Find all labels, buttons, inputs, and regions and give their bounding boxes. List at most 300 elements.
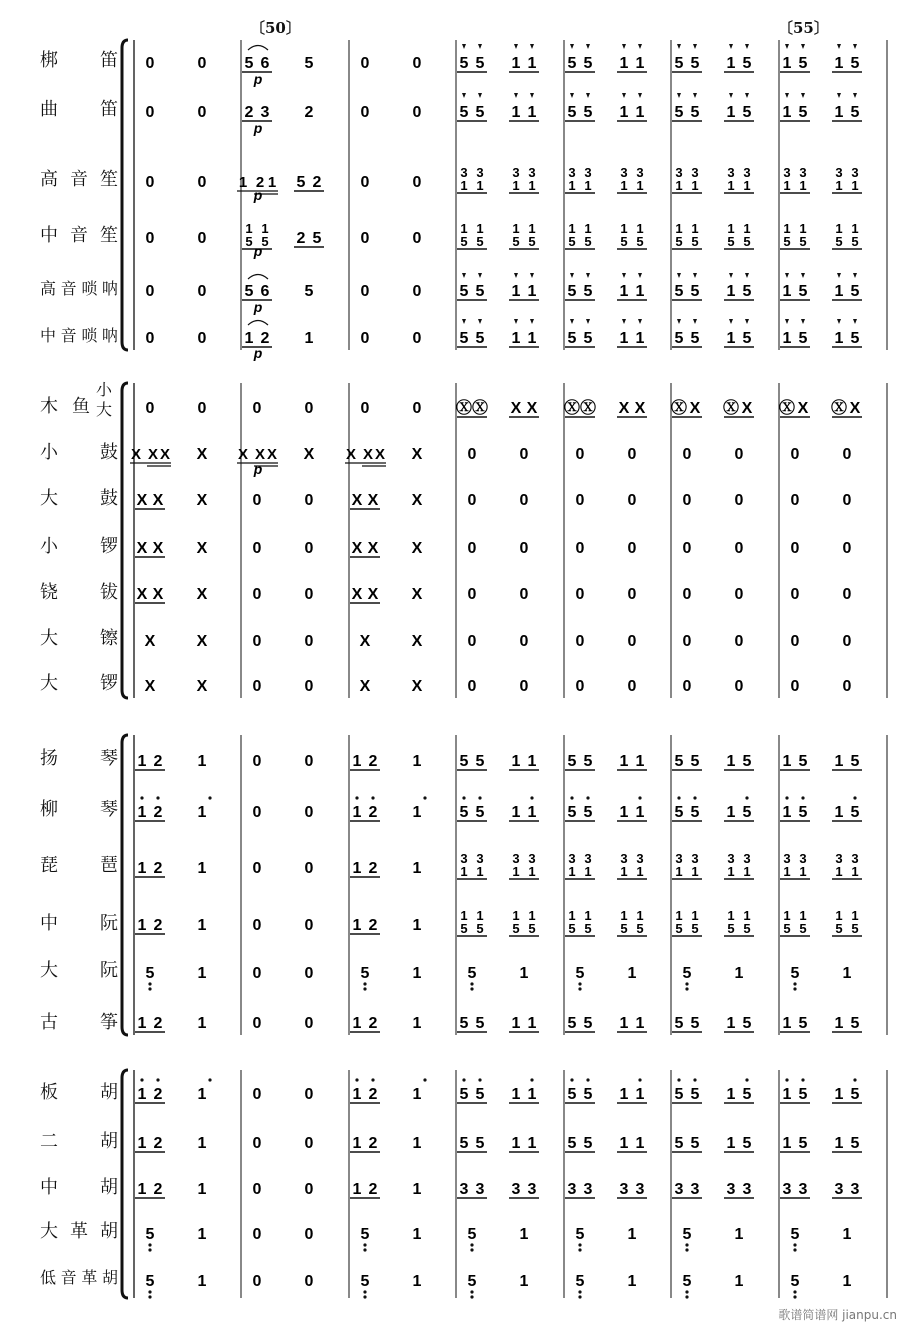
note-group: 5 <box>145 1226 155 1243</box>
note-group: Ⓧ <box>722 400 740 417</box>
note-group: 0 <box>467 633 477 650</box>
staccato-mark <box>729 273 733 278</box>
octave-dot <box>745 1078 748 1081</box>
staccato-mark <box>729 44 733 49</box>
note-group: 5 <box>690 283 700 300</box>
octave-dot <box>478 1078 481 1081</box>
note-group: 0 <box>627 678 637 695</box>
note-group: 0 <box>304 1273 314 1290</box>
note-group: 1 <box>412 1015 422 1032</box>
note-group: 0 <box>304 1135 314 1152</box>
note-group: 1 <box>304 330 314 347</box>
note-group: X <box>411 633 423 650</box>
instrument-label-qudi: 曲笛 <box>40 99 118 120</box>
note-group: 0 <box>575 633 585 650</box>
note-group: 5 <box>742 1086 752 1103</box>
note-group: 3 <box>799 165 807 180</box>
note-group: 5 <box>475 1135 485 1152</box>
instrument-label-bangdi: 梆笛 <box>40 50 118 71</box>
note-group: 1 <box>783 864 791 879</box>
note-group: 5 <box>459 753 469 770</box>
note-group: 5 <box>798 283 808 300</box>
note-group: 0 <box>197 174 207 191</box>
note-group: 1 <box>619 283 629 300</box>
note-group: X <box>159 446 171 463</box>
note-group: 0 <box>197 55 207 72</box>
note-group: 5 <box>674 283 684 300</box>
note-group: 0 <box>575 446 585 463</box>
note-group: 3 <box>851 165 859 180</box>
note-group: 1 <box>727 178 735 193</box>
note-group: 1 <box>727 221 735 236</box>
note-group: 5 <box>850 55 860 72</box>
note-group: 1 <box>512 178 520 193</box>
octave-dot <box>638 796 641 799</box>
note-group: 1 <box>527 330 537 347</box>
note-group: 1 <box>197 1273 207 1290</box>
group-bracket <box>122 40 128 350</box>
note-group: 1 <box>834 1086 844 1103</box>
note-group: 1 <box>675 178 683 193</box>
staccato-mark <box>801 319 805 324</box>
note-group: 5 <box>742 283 752 300</box>
note-group: 2 <box>153 753 163 770</box>
note-group: 1 <box>476 178 484 193</box>
note-group: 0 <box>360 55 370 72</box>
note-group: 1 <box>835 221 843 236</box>
note-group: 0 <box>519 586 529 603</box>
note-group: 0 <box>304 678 314 695</box>
staccato-mark <box>586 44 590 49</box>
note-group: 1 <box>782 804 792 821</box>
note-group: 0 <box>252 1273 262 1290</box>
note-group: 3 <box>619 1181 629 1198</box>
instrument-label-large-gong: 大锣 <box>40 673 118 694</box>
note-group: 0 <box>252 1181 262 1198</box>
note-group: 5 <box>783 234 791 249</box>
note-group: 5 <box>691 234 699 249</box>
note-group: 3 <box>620 851 628 866</box>
note-group: 3 <box>620 165 628 180</box>
octave-dot <box>793 1248 796 1251</box>
note-group: 0 <box>575 540 585 557</box>
instrument-label-small-gong: 小锣 <box>40 536 118 557</box>
note-group: 5 <box>567 1015 577 1032</box>
note-group: 1 <box>743 221 751 236</box>
note-group: 0 <box>627 633 637 650</box>
dynamic-mark-p: p <box>253 243 263 259</box>
note-group: 0 <box>842 633 852 650</box>
note-group: 5 <box>850 1015 860 1032</box>
note-group: 1 <box>619 55 629 72</box>
note-group: X <box>359 633 371 650</box>
note-group: 3 <box>568 851 576 866</box>
staccato-mark <box>729 93 733 98</box>
note-group: 3 <box>584 851 592 866</box>
staccato-mark <box>853 93 857 98</box>
octave-dot <box>363 987 366 990</box>
note-group: X <box>367 540 379 557</box>
note-group: 3 <box>636 165 644 180</box>
note-group: X <box>634 400 646 417</box>
note-group: 1 <box>137 1015 147 1032</box>
note-group: 0 <box>734 540 744 557</box>
group-bracket <box>122 383 128 698</box>
note-group: X <box>526 400 538 417</box>
note-group: 1 <box>476 221 484 236</box>
note-group: 3 <box>528 851 536 866</box>
octave-dot <box>156 1078 159 1081</box>
note-group: 1 <box>619 753 629 770</box>
note-group: 3 <box>460 165 468 180</box>
note-group: 0 <box>197 283 207 300</box>
note-group: 0 <box>304 492 314 509</box>
note-group: 1 <box>799 178 807 193</box>
note-group: 0 <box>412 283 422 300</box>
note-group: 0 <box>252 586 262 603</box>
note-group: X <box>849 400 861 417</box>
instrument-label-dagehu: 大革胡 <box>40 1221 118 1242</box>
note-group: 5 <box>675 234 683 249</box>
note-group: X <box>152 586 164 603</box>
note-group: 1 <box>412 860 422 877</box>
note-group: 1 <box>627 1226 637 1243</box>
note-group: 5 <box>798 1086 808 1103</box>
note-group: 5 <box>360 965 370 982</box>
note-group: 5 <box>512 234 520 249</box>
note-group: 1 <box>636 908 644 923</box>
octave-dot <box>677 796 680 799</box>
note-group: 5 <box>512 921 520 936</box>
note-group: 5 <box>575 1273 585 1290</box>
note-group: 0 <box>252 633 262 650</box>
note-group: 1 <box>245 221 253 236</box>
note-group: 1 <box>782 1015 792 1032</box>
note-group: X <box>689 400 701 417</box>
instrument-label-naobo: 铙钹 <box>40 582 118 603</box>
note-group: 0 <box>304 633 314 650</box>
note-group: 3 <box>782 1181 792 1198</box>
note-group: 0 <box>682 492 692 509</box>
staccato-mark <box>853 319 857 324</box>
note-group: 1 <box>842 965 852 982</box>
note-group: 1 <box>197 753 207 770</box>
instrument-label-banhu: 板胡 <box>40 1082 118 1103</box>
note-group: 5 <box>674 104 684 121</box>
note-group: 2 <box>368 753 378 770</box>
note-group: 0 <box>467 540 477 557</box>
note-group: 1 <box>835 864 843 879</box>
note-group: 1 <box>527 804 537 821</box>
staccato-mark <box>837 44 841 49</box>
note-group: 1 <box>691 908 699 923</box>
staccato-mark <box>462 93 466 98</box>
note-group: 5 <box>583 55 593 72</box>
note-group: 5 <box>727 921 735 936</box>
note-group: 0 <box>575 586 585 603</box>
note-group: 5 <box>583 1015 593 1032</box>
note-group: 1 <box>528 178 536 193</box>
note-group: 3 <box>690 1181 700 1198</box>
note-group: 5 <box>244 55 254 72</box>
note-group: 0 <box>734 633 744 650</box>
staccato-mark <box>514 93 518 98</box>
octave-dot <box>677 1078 680 1081</box>
note-group: 1 <box>743 908 751 923</box>
instrument-label-daruan: 大阮 <box>40 960 118 981</box>
note-group: 1 <box>635 1015 645 1032</box>
note-group: 1 <box>782 1086 792 1103</box>
note-group: 0 <box>682 540 692 557</box>
octave-dot <box>745 796 748 799</box>
note-group: 5 <box>568 234 576 249</box>
staccato-mark <box>462 273 466 278</box>
note-group: Ⓧ <box>579 400 597 417</box>
note-group: 5 <box>567 55 577 72</box>
note-group: 1 <box>726 55 736 72</box>
note-group: 1 <box>511 330 521 347</box>
group-bracket <box>122 1070 128 1298</box>
note-group: 1 <box>743 864 751 879</box>
note-group: 3 <box>528 165 536 180</box>
octave-dot <box>586 796 589 799</box>
note-group: 5 <box>798 1135 808 1152</box>
note-group: 0 <box>412 400 422 417</box>
note-group: X <box>144 633 156 650</box>
staccato-mark <box>530 319 534 324</box>
octave-dot <box>853 1078 856 1081</box>
note-group: 3 <box>583 1181 593 1198</box>
note-group: 1 <box>834 330 844 347</box>
octave-dot <box>470 982 473 985</box>
note-group: 1 <box>675 864 683 879</box>
note-group: 5 <box>475 1015 485 1032</box>
note-group: 1 <box>635 104 645 121</box>
note-group: 1 <box>835 178 843 193</box>
note-group: 0 <box>360 400 370 417</box>
note-group: 0 <box>519 492 529 509</box>
note-group: 0 <box>467 678 477 695</box>
note-group: Ⓧ <box>830 400 848 417</box>
note-group: X <box>144 678 156 695</box>
note-group: 5 <box>851 921 859 936</box>
instrument-label-large-cymbal: 大镲 <box>40 628 118 649</box>
octave-dot <box>423 1078 426 1081</box>
note-group: 0 <box>842 678 852 695</box>
note-group: 3 <box>476 165 484 180</box>
note-group: 5 <box>742 804 752 821</box>
instrument-label-muyu: 木鱼 <box>40 396 90 417</box>
note-group: 3 <box>568 165 576 180</box>
note-group: 1 <box>734 965 744 982</box>
note-group: 1 <box>137 804 147 821</box>
instrument-label-zhongruan: 中阮 <box>40 913 118 934</box>
note-group: 5 <box>799 234 807 249</box>
note-group: 2 <box>368 1015 378 1032</box>
staccato-mark <box>785 44 789 49</box>
note-group: 0 <box>360 174 370 191</box>
note-group: X <box>510 400 522 417</box>
note-group: 1 <box>512 864 520 879</box>
staccato-mark <box>586 273 590 278</box>
note-group: 1 <box>412 1181 422 1198</box>
octave-dot <box>578 1248 581 1251</box>
staccato-mark <box>462 319 466 324</box>
note-group: 1 <box>460 864 468 879</box>
note-group: 5 <box>799 921 807 936</box>
note-group: 5 <box>743 234 751 249</box>
note-group: X <box>147 446 159 463</box>
note-group: 1 <box>352 1086 362 1103</box>
dynamic-mark-p: p <box>253 120 263 136</box>
note-group: 1 <box>568 864 576 879</box>
note-group: 5 <box>690 1135 700 1152</box>
note-group: 1 <box>137 1086 147 1103</box>
note-group: 1 <box>834 55 844 72</box>
note-group: 5 <box>575 965 585 982</box>
octave-dot <box>578 1290 581 1293</box>
staccato-mark <box>478 273 482 278</box>
note-group: X <box>351 492 363 509</box>
instrument-label-mid-sheng: 中音笙 <box>40 225 118 246</box>
staccato-mark <box>530 93 534 98</box>
note-group: 1 <box>527 283 537 300</box>
note-group: 1 <box>675 221 683 236</box>
staccato-mark <box>622 44 626 49</box>
staccato-mark <box>677 93 681 98</box>
note-group: 0 <box>627 540 637 557</box>
note-group: 1 <box>726 1015 736 1032</box>
note-group: Ⓧ <box>778 400 796 417</box>
note-group: 2 <box>368 1181 378 1198</box>
slur <box>248 321 268 326</box>
note-group: 5 <box>567 1135 577 1152</box>
octave-dot <box>363 1295 366 1298</box>
note-group: 1 <box>783 221 791 236</box>
octave-dot <box>693 796 696 799</box>
note-group: 1 <box>799 864 807 879</box>
octave-dot <box>853 796 856 799</box>
note-group: 2 <box>244 104 254 121</box>
note-group: 0 <box>252 860 262 877</box>
note-group: 0 <box>145 104 155 121</box>
note-group: 3 <box>460 851 468 866</box>
octave-dot <box>578 987 581 990</box>
note-group: 5 <box>475 283 485 300</box>
note-group: 1 <box>620 908 628 923</box>
note-group: 5 <box>690 104 700 121</box>
note-group: 1 <box>511 1086 521 1103</box>
octave-dot <box>148 1295 151 1298</box>
note-group: 1 <box>527 104 537 121</box>
note-group: 1 <box>519 1273 529 1290</box>
note-group: 0 <box>252 1015 262 1032</box>
note-group: 1 <box>137 753 147 770</box>
note-group: 0 <box>360 330 370 347</box>
note-group: 0 <box>304 804 314 821</box>
octave-dot <box>462 1078 465 1081</box>
note-group: 3 <box>512 165 520 180</box>
note-group: 3 <box>691 851 699 866</box>
note-group: 3 <box>850 1181 860 1198</box>
note-group: 1 <box>519 965 529 982</box>
note-group: 5 <box>312 230 322 247</box>
octave-dot <box>685 1248 688 1251</box>
note-group: X <box>351 586 363 603</box>
note-group: 1 <box>834 283 844 300</box>
staccato-mark <box>677 319 681 324</box>
note-group: 5 <box>360 1226 370 1243</box>
octave-dot <box>793 987 796 990</box>
note-group: 1 <box>691 178 699 193</box>
note-group: 0 <box>252 1135 262 1152</box>
note-group: 0 <box>145 174 155 191</box>
note-group: 3 <box>783 851 791 866</box>
note-group: X <box>741 400 753 417</box>
note-group: 0 <box>145 400 155 417</box>
note-group: 3 <box>636 851 644 866</box>
group-bracket <box>122 735 128 1035</box>
note-group: 1 <box>197 965 207 982</box>
note-group: 5 <box>636 921 644 936</box>
staccato-mark <box>478 93 482 98</box>
note-group: 0 <box>197 104 207 121</box>
note-group: 5 <box>583 753 593 770</box>
note-group: 0 <box>790 678 800 695</box>
note-group: 1 <box>799 221 807 236</box>
octave-dot <box>148 982 151 985</box>
note-group: 0 <box>575 678 585 695</box>
note-group: 1 <box>197 804 207 821</box>
note-group: 5 <box>567 330 577 347</box>
note-group: 5 <box>850 330 860 347</box>
octave-dot <box>685 1290 688 1293</box>
octave-dot <box>363 982 366 985</box>
note-group: 2 <box>368 917 378 934</box>
note-group: 0 <box>145 330 155 347</box>
octave-dot <box>355 796 358 799</box>
note-group: 1 <box>726 1086 736 1103</box>
note-group: 0 <box>252 917 262 934</box>
octave-dot <box>462 796 465 799</box>
note-group: 6 <box>260 55 270 72</box>
note-group: 1 <box>835 908 843 923</box>
note-group: 5 <box>261 234 269 249</box>
note-group: 5 <box>145 965 155 982</box>
note-group: 0 <box>734 678 744 695</box>
staccato-mark <box>514 319 518 324</box>
note-group: 5 <box>790 1226 800 1243</box>
note-group: 5 <box>742 1015 752 1032</box>
note-group: 5 <box>459 804 469 821</box>
note-group: X <box>411 678 423 695</box>
octave-dot <box>355 1078 358 1081</box>
note-group: 5 <box>528 234 536 249</box>
note-group: 5 <box>575 1226 585 1243</box>
note-group: X <box>136 586 148 603</box>
note-group: 5 <box>850 753 860 770</box>
note-group: 1 <box>511 104 521 121</box>
note-group: 1 <box>412 1086 422 1103</box>
note-group: 5 <box>467 965 477 982</box>
instrument-label-zhonghu: 中胡 <box>40 1177 118 1198</box>
note-group: 1 <box>834 804 844 821</box>
note-group: 1 <box>627 1273 637 1290</box>
note-group: 2 <box>153 917 163 934</box>
note-group: 0 <box>304 1086 314 1103</box>
slur <box>248 275 268 280</box>
note-group: 0 <box>519 633 529 650</box>
